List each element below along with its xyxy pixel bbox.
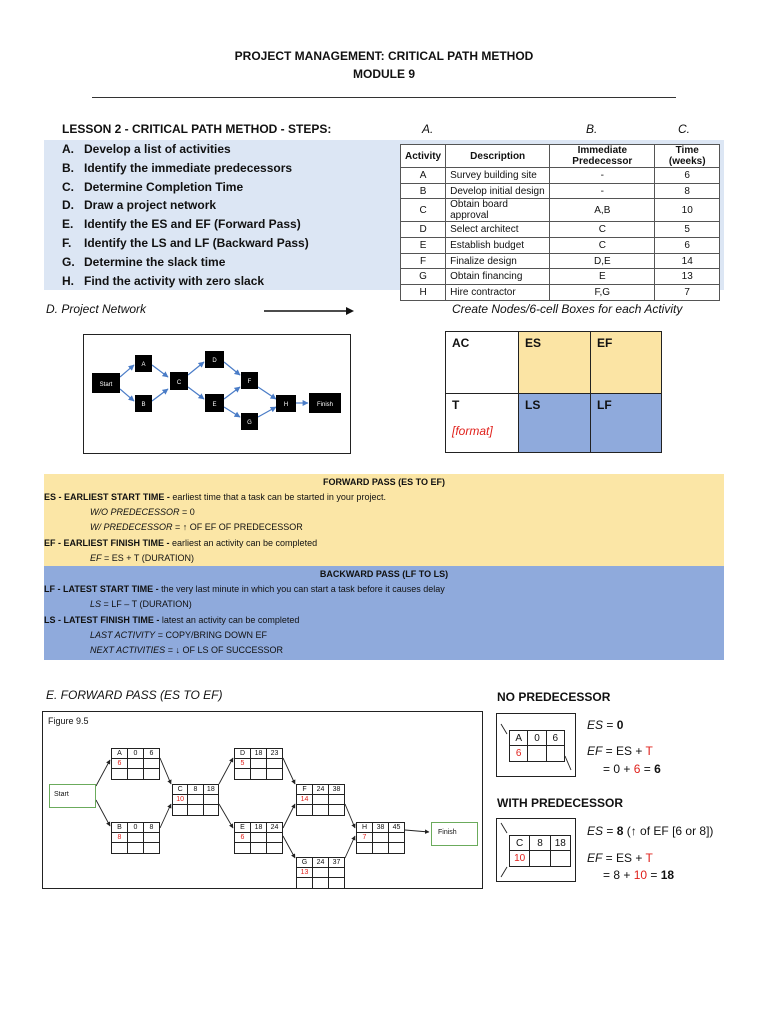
network-label-a: A bbox=[141, 362, 146, 368]
cell: - bbox=[550, 168, 655, 184]
figure-node-g: G 24 37 13 bbox=[296, 857, 345, 889]
table-row bbox=[401, 183, 720, 199]
table-row bbox=[401, 269, 720, 285]
figure-node-c: C 8 18 10 bbox=[172, 784, 219, 816]
cell: 7 bbox=[655, 285, 720, 301]
nodes-section-label: Create Nodes/6-cell Boxes for each Activity bbox=[452, 302, 683, 316]
step-item: B. Identify the immediate predecessors bbox=[62, 160, 293, 175]
ls-definition: LS - LATEST FINISH TIME - latest an activity can be completed bbox=[44, 615, 300, 625]
network-label-d: D bbox=[212, 358, 217, 364]
ef-formula: EF = ES + T (DURATION) bbox=[90, 553, 195, 563]
lesson-heading: LESSON 2 - CRITICAL PATH METHOD - STEPS: bbox=[62, 122, 332, 136]
cell: C bbox=[401, 199, 446, 222]
forward-pass-band bbox=[44, 474, 724, 566]
with-predecessor-node: C 8 18 10 bbox=[509, 835, 571, 867]
table-row bbox=[401, 168, 720, 184]
backward-pass-band bbox=[44, 566, 724, 660]
step-item: H. Find the activity with zero slack bbox=[62, 273, 265, 288]
column-label-c: C. bbox=[678, 122, 690, 136]
network-label-h: H bbox=[283, 402, 289, 408]
step-item: G. Determine the slack time bbox=[62, 254, 226, 269]
forward-finish-node: Finish bbox=[431, 822, 478, 846]
with-pred-ef-calc: = 8 + 10 = 18 bbox=[603, 868, 675, 882]
cell: F bbox=[401, 253, 446, 269]
no-predecessor-arrows bbox=[497, 714, 575, 776]
table-row bbox=[401, 253, 720, 269]
ef-definition: EF - EARLIEST FINISH TIME - earliest an activity can be completed bbox=[44, 538, 318, 548]
forward-pass-figure bbox=[42, 711, 483, 889]
project-network-diagram bbox=[83, 334, 351, 454]
cell: Select architect bbox=[446, 222, 550, 238]
cell: 10 bbox=[655, 199, 720, 222]
step-item: F. Identify the LS and LF (Backward Pass) bbox=[62, 235, 309, 250]
no-predecessor-title: NO PREDECESSOR bbox=[497, 690, 611, 704]
table-header-row bbox=[401, 145, 720, 168]
cell: C bbox=[550, 238, 655, 254]
forward-start-node: Start bbox=[49, 784, 96, 808]
network-label-finish: Finish bbox=[316, 402, 334, 408]
table-row bbox=[401, 199, 720, 222]
cell-ef: EF bbox=[590, 331, 662, 394]
network-section-label: D. Project Network bbox=[46, 302, 147, 316]
six-cell-box bbox=[445, 331, 661, 452]
cell: Hire contractor bbox=[446, 285, 550, 301]
figure-node-e: E 18 24 6 bbox=[234, 822, 283, 854]
no-predecessor-node: A 0 6 6 bbox=[509, 730, 565, 762]
cell-lf: LF bbox=[590, 393, 662, 453]
lf-definition: LF - LATEST START TIME - the very last minute in which you can start a task before it causes delay bbox=[44, 584, 445, 594]
forward-pass-title: FORWARD PASS (ES TO EF) bbox=[322, 477, 445, 487]
network-label-start: Start bbox=[99, 382, 113, 388]
ls-formula: LS = LF – T (DURATION) bbox=[90, 599, 192, 609]
cell: E bbox=[401, 238, 446, 254]
col-header-description: Description bbox=[446, 145, 550, 168]
cell: Finalize design bbox=[446, 253, 550, 269]
activity-table bbox=[400, 144, 720, 301]
with-predecessor-title: WITH PREDECESSOR bbox=[497, 796, 624, 810]
cell: 6 bbox=[655, 168, 720, 184]
figure-node-f: F 24 38 14 bbox=[296, 784, 345, 816]
with-pred-es-formula: ES = 8 (↑ of EF [6 or 8]) bbox=[587, 824, 714, 838]
step-item: A. Develop a list of activities bbox=[62, 142, 231, 156]
cell: Develop initial design bbox=[446, 183, 550, 199]
cell: E bbox=[550, 269, 655, 285]
cell: H bbox=[401, 285, 446, 301]
table-row bbox=[401, 222, 720, 238]
cell: D,E bbox=[550, 253, 655, 269]
table-row bbox=[401, 238, 720, 254]
with-predecessor-arrows bbox=[497, 819, 575, 881]
cell: 13 bbox=[655, 269, 720, 285]
es-without-predecessor: W/O PREDECESSOR = 0 bbox=[90, 507, 195, 517]
cell: - bbox=[550, 183, 655, 199]
cell: G bbox=[401, 269, 446, 285]
cell: Obtain financing bbox=[446, 269, 550, 285]
col-header-predecessor: Immediate Predecessor bbox=[550, 145, 655, 168]
col-header-time: Time (weeks) bbox=[655, 145, 720, 168]
network-label-g: G bbox=[247, 420, 252, 426]
cell-t-label: T bbox=[452, 398, 460, 412]
network-svg bbox=[84, 335, 350, 453]
cell: Survey building site bbox=[446, 168, 550, 184]
network-label-e: E bbox=[212, 402, 217, 408]
step-item: C. Determine Completion Time bbox=[62, 179, 244, 194]
column-label-a: A. bbox=[422, 122, 434, 136]
cell: 5 bbox=[655, 222, 720, 238]
steps-list bbox=[62, 140, 309, 290]
no-pred-es-formula: ES = 0 bbox=[587, 718, 624, 732]
step-item: E. Identify the ES and EF (Forward Pass) bbox=[62, 217, 301, 232]
cell-ls: LS bbox=[518, 393, 591, 453]
cell: 6 bbox=[655, 238, 720, 254]
es-definition: ES - EARLIEST START TIME - earliest time that a task can be started in your project. bbox=[44, 492, 386, 502]
backward-pass-title: BACKWARD PASS (LF TO LS) bbox=[319, 569, 449, 579]
step-item: D. Draw a project network bbox=[62, 198, 217, 213]
next-activities-rule: NEXT ACTIVITIES = ↓ OF LS OF SUCCESSOR bbox=[90, 645, 283, 655]
network-label-f: F bbox=[247, 379, 252, 385]
cell: 14 bbox=[655, 253, 720, 269]
with-pred-ef-formula: EF = ES + T bbox=[587, 851, 653, 865]
forward-example-label: E. FORWARD PASS (ES TO EF) bbox=[46, 688, 223, 702]
page-subtitle: MODULE 9 bbox=[352, 67, 415, 81]
column-label-b: B. bbox=[586, 122, 598, 136]
cell: C bbox=[550, 222, 655, 238]
cell-ac: AC bbox=[445, 331, 519, 394]
figure-node-h: H 38 45 7 bbox=[356, 822, 405, 854]
cell: B bbox=[401, 183, 446, 199]
right-arrow-icon bbox=[264, 306, 354, 316]
figure-node-d: D 18 23 5 bbox=[234, 748, 283, 780]
forward-pass-connectors bbox=[43, 712, 482, 888]
cell-es: ES bbox=[518, 331, 591, 394]
cell: Obtain board approval bbox=[446, 199, 550, 222]
no-pred-ef-calc: = 0 + 6 = 6 bbox=[603, 762, 661, 776]
network-label-c: C bbox=[176, 380, 182, 386]
last-activity-rule: LAST ACTIVITY = COPY/BRING DOWN EF bbox=[90, 630, 267, 640]
figure-node-b: B 0 8 8 bbox=[111, 822, 160, 854]
cell: A bbox=[401, 168, 446, 184]
cell: 8 bbox=[655, 183, 720, 199]
cell: F,G bbox=[550, 285, 655, 301]
cell: A,B bbox=[550, 199, 655, 222]
page-title: PROJECT MANAGEMENT: CRITICAL PATH METHOD bbox=[234, 49, 534, 63]
cell: D bbox=[401, 222, 446, 238]
cell-t bbox=[445, 393, 519, 453]
header-divider bbox=[92, 97, 676, 98]
es-with-predecessor: W/ PREDECESSOR = ↑ OF EF OF PREDECESSOR bbox=[90, 522, 303, 532]
table-row bbox=[401, 285, 720, 301]
cell: Establish budget bbox=[446, 238, 550, 254]
no-predecessor-box bbox=[496, 713, 576, 777]
figure-caption: Figure 9.5 bbox=[48, 716, 89, 726]
no-pred-ef-formula: EF = ES + T bbox=[587, 744, 653, 758]
format-label: [format] bbox=[452, 424, 493, 438]
col-header-activity: Activity bbox=[401, 145, 446, 168]
with-predecessor-box bbox=[496, 818, 576, 882]
network-label-b: B bbox=[141, 402, 146, 408]
figure-node-a: A 0 6 6 bbox=[111, 748, 160, 780]
